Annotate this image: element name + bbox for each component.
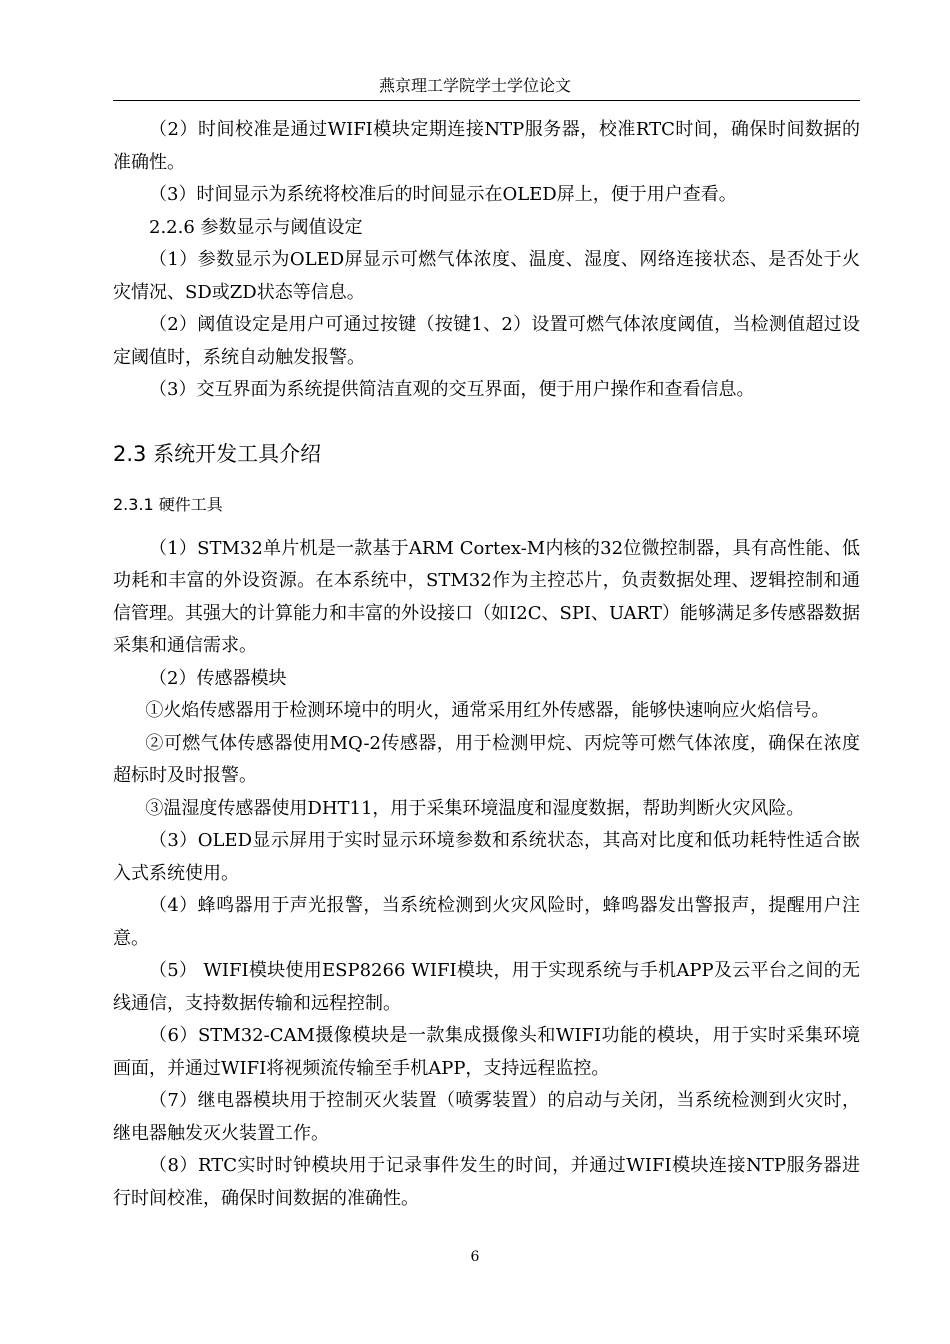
paragraph: （4）蜂鸣器用于声光报警，当系统检测到火灾风险时，蜂鸣器发出警报声，提醒用户注意。 [113, 895, 860, 949]
page-header-title: 燕京理工学院学士学位论文 [378, 76, 571, 95]
paragraph: （2）阈值设定是用户可通过按键（按键1、2）设置可燃气体浓度阈值，当检测值超过设定阈值时，系统自动触发报警。 [113, 314, 860, 368]
subheading-2-2-6: 2.2.6 参数显示与阈值设定 [149, 216, 363, 238]
paragraph: （3）时间显示为系统将校准后的时间显示在OLED屏上，便于用户查看。 [149, 184, 737, 205]
paragraph: （7）继电器模块用于控制灭火装置（喷雾装置）的启动与关闭，当系统检测到火灾时，继电器触发灭火装置工作。 [113, 1090, 860, 1144]
paragraph: ③温湿度传感器使用DHT11，用于采集环境温度和湿度数据，帮助判断火灾风险。 [145, 797, 805, 819]
paragraph: （5） WIFI模块使用ESP8266 WIFI模块，用于实现系统与手机APP及云平台之间的无线通信，支持数据传输和远程控制。 [113, 960, 860, 1014]
subsection-heading-2-3-1: 2.3.1 硬件工具 [113, 494, 223, 514]
paragraph: （8）RTC实时时钟模块用于记录事件发生的时间，并通过WIFI模块连接NTP服务器进行时间校准，确保时间数据的准确性。 [113, 1155, 860, 1209]
paragraph: ②可燃气体传感器使用MQ-2传感器，用于检测甲烷、丙烷等可燃气体浓度，确保在浓度超标时及时报警。 [113, 732, 860, 786]
paragraph: （1）参数显示为OLED屏显示可燃气体浓度、温度、湿度、网络连接状态、是否处于火灾情况、SD或ZD状态等信息。 [113, 249, 860, 303]
paragraph: （2）传感器模块 [149, 667, 287, 689]
paragraph: （1）STM32单片机是一款基于ARM Cortex-M内核的32位微控制器，具有高性能、低功耗和丰富的外设资源。在本系统中，STM32作为主控芯片，负责数据处理、逻辑控制和通信管理。其强大的计算能力和丰富的外设接口（如I2C、SPI、UART）能够满足多传感器数据采集和通信需求。 [113, 537, 860, 656]
paragraph: （3）交互界面为系统提供简洁直观的交互界面，便于用户操作和查看信息。 [149, 379, 755, 400]
section-heading-2-3: 2.3 系统开发工具介绍 [113, 441, 322, 466]
paragraph: （3）OLED显示屏用于实时显示环境参数和系统状态，其高对比度和低功耗特性适合嵌入式系统使用。 [113, 830, 860, 884]
paragraph: ①火焰传感器用于检测环境中的明火，通常采用红外传感器，能够快速响应火焰信号。 [145, 700, 830, 721]
paragraph: （6）STM32-CAM摄像模块是一款集成摄像头和WIFI功能的模块，用于实时采集环境画面，并通过WIFI将视频流传输至手机APP，支持远程监控。 [113, 1025, 860, 1079]
paragraph: （2）时间校准是通过WIFI模块定期连接NTP服务器，校准RTC时间，确保时间数据的准确性。 [113, 119, 860, 173]
document-body [113, 114, 860, 1215]
header-rule [113, 100, 860, 101]
page-number: 6 [470, 1249, 480, 1265]
